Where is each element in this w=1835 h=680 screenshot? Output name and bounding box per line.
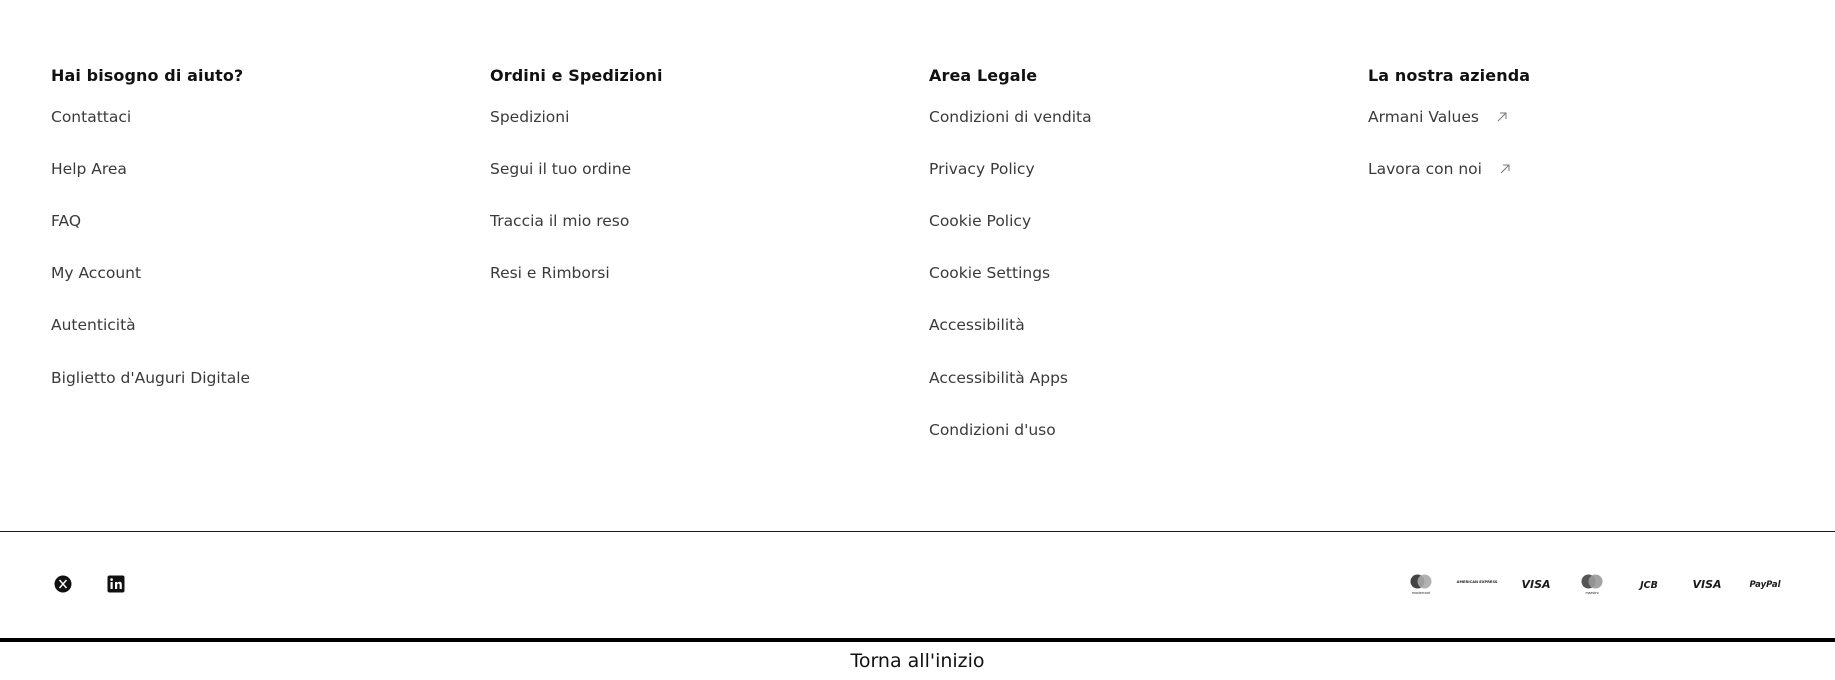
mastercard-icon [1406,572,1436,596]
payment-methods [1400,572,1790,596]
link-traccia-reso[interactable]: Traccia il mio reso [490,212,630,230]
link-lavora-con-noi[interactable] [1368,157,1511,181]
link-contattaci[interactable]: Contattaci [51,108,132,126]
jcb-icon [1634,572,1664,596]
link-label: Armani Values [1368,108,1479,126]
column-heading: Ordini e Spedizioni [490,66,663,85]
link-accessibilita[interactable]: Accessibilità [929,316,1025,334]
link-cookie-settings[interactable]: Cookie Settings [929,264,1051,282]
link-privacy-policy[interactable]: Privacy Policy [929,160,1035,178]
arrow-up-right-icon [1496,106,1508,130]
visa-debit-icon [1690,572,1724,596]
link-cookie-policy[interactable]: Cookie Policy [929,212,1032,230]
arrow-up-right-icon [1499,158,1511,182]
visa-icon [1519,572,1553,596]
column-heading: La nostra azienda [1368,66,1531,85]
svg-text:VISA: VISA [1692,578,1722,591]
link-spedizioni[interactable]: Spedizioni [490,108,570,126]
column-heading: Area Legale [929,66,1038,85]
link-accessibilita-apps[interactable]: Accessibilità Apps [929,369,1068,387]
svg-text:VISA: VISA [1521,578,1551,591]
footer-column-help [51,63,251,387]
link-my-account[interactable]: My Account [51,264,142,282]
link-autenticita[interactable]: Autenticità [51,316,136,334]
svg-text:PayPal: PayPal [1749,580,1781,590]
paypal-icon [1747,572,1783,596]
link-resi-rimborsi[interactable]: Resi e Rimborsi [490,264,610,282]
svg-text:maestro: maestro [1585,591,1599,595]
back-to-top-button[interactable]: Torna all'inizio [850,650,985,672]
amex-icon [1456,572,1498,596]
footer-column-legal [929,63,1092,439]
maestro-icon [1577,572,1607,596]
link-biglietto-auguri[interactable]: Biglietto d'Auguri Digitale [51,369,251,387]
footer-divider [0,531,1835,532]
link-faq[interactable]: FAQ [51,212,82,230]
x-twitter-icon[interactable] [53,574,73,594]
link-help-area[interactable]: Help Area [51,160,127,178]
svg-text:mastercard: mastercard [1411,591,1431,595]
linkedin-icon[interactable] [106,574,126,594]
svg-text:AMERICAN EXPRESS: AMERICAN EXPRESS [1456,580,1498,584]
link-condizioni-vendita[interactable]: Condizioni di vendita [929,108,1092,126]
link-armani-values[interactable] [1368,105,1508,129]
column-heading: Hai bisogno di aiuto? [51,66,244,85]
svg-text:JCB: JCB [1640,580,1658,591]
bottom-bar [0,638,1835,642]
footer-column-orders [490,63,663,282]
footer-column-company [1368,63,1531,178]
link-label: Lavora con noi [1368,160,1482,178]
link-condizioni-uso[interactable]: Condizioni d'uso [929,421,1056,439]
link-segui-ordine[interactable]: Segui il tuo ordine [490,160,632,178]
